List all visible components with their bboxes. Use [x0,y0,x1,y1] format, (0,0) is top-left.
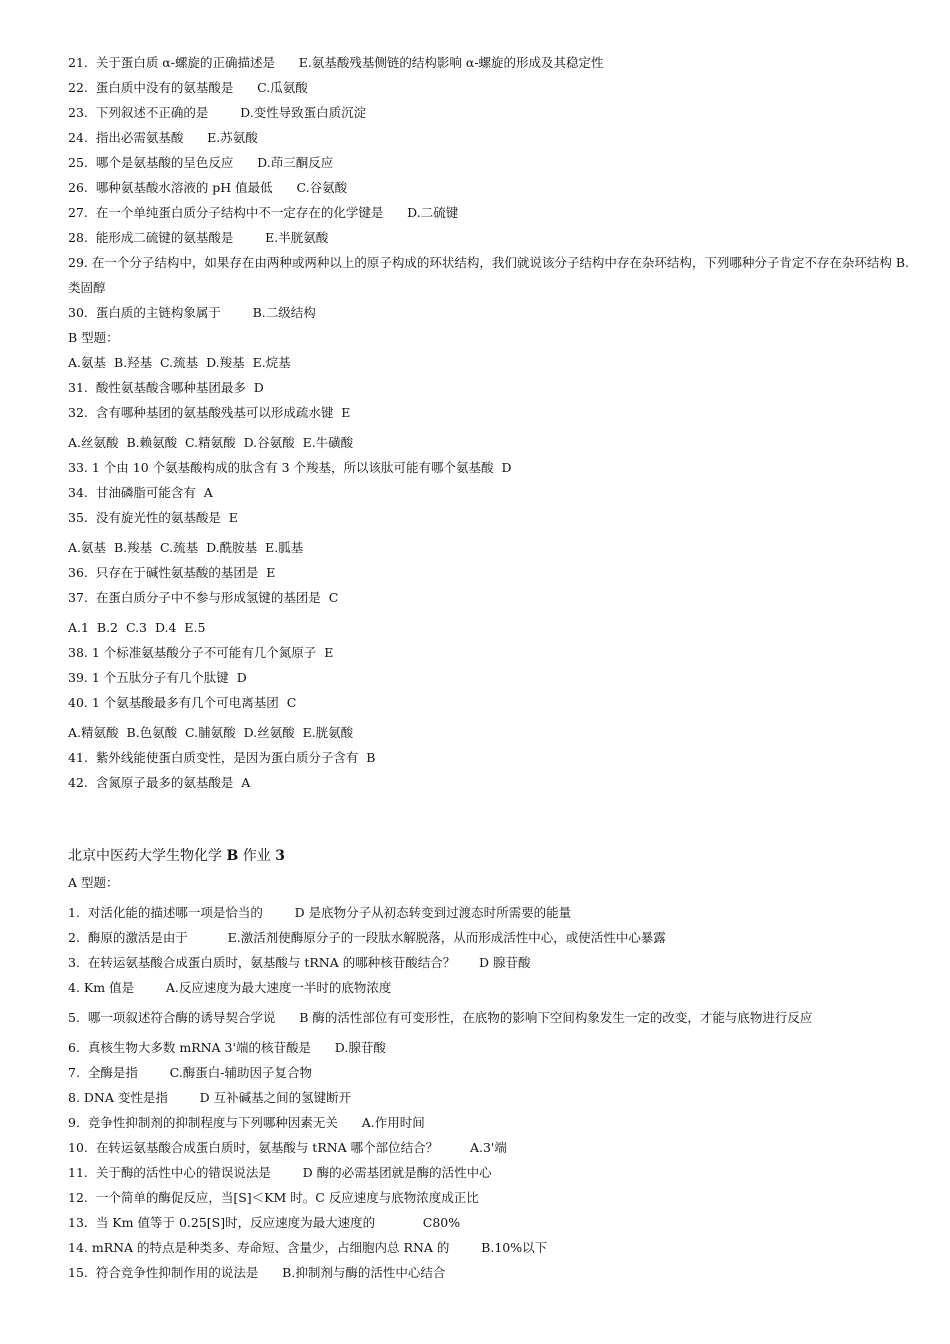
question-line: 30. 蛋白质的主链构象属于 B.二级结构 [68,305,316,320]
s1-lines-f [68,720,918,795]
question-line: 34. 甘油磷脂可能含有 A [68,485,213,500]
question-line: 35. 没有旋光性的氨基酸是 E [68,510,238,525]
question-line: 10. 在转运氨基酸合成蛋白质时，氨基酸与 tRNA 哪个部位结合？ A.3'端 [68,1140,507,1155]
question-line: 38. 1 个标准氨基酸分子不可能有几个氮原子 E [68,645,334,660]
title-num: 3 [275,848,285,864]
question-line: 4. Km 值是 A.反应速度为最大速度一半时的底物浓度 [68,980,392,995]
question-line: 41. 紫外线能使蛋白质变性，是因为蛋白质分子含有 B [68,750,376,765]
question-line: 39. 1 个五肽分子有几个肽键 D [68,670,247,685]
question-line: 32. 含有哪种基团的氨基酸残基可以形成疏水键 E [68,405,351,420]
option-line: A.氨基 B.羧基 C.巯基 D.酰胺基 E.胍基 [68,540,304,555]
option-line: A.氨基 B.羟基 C.巯基 D.羧基 E.烷基 [68,355,291,370]
title-mid: 作业 [238,848,276,864]
option-line: A.1 B.2 C.3 D.4 E.5 [68,620,206,635]
question-line: 25. 哪个是氨基酸的呈色反应 D.茚三酮反应 [68,155,334,170]
question-line: 15. 符合竞争性抑制作用的说法是 B.抑制剂与酶的活性中心结合 [68,1265,446,1280]
question-line: 23. 下列叙述不正确的是 D.变性导致蛋白质沉淀 [68,105,367,120]
question-line: 24. 指出必需氨基酸 E.苏氨酸 [68,130,258,145]
question-line: 11. 关于酶的活性中心的错误说法是 D 酶的必需基团就是酶的活性中心 [68,1165,492,1180]
s1-lines-b [68,300,918,425]
question-line: 6. 真核生物大多数 mRNA 3'端的核苷酸是 D.腺苷酸 [68,1040,386,1055]
question-line: 37. 在蛋白质分子中不参与形成氢键的基团是 C [68,590,339,605]
question-line: 9. 竞争性抑制剂的抑制程度与下列哪种因素无关 A.作用时间 [68,1115,425,1130]
question-line: 13. 当 Km 值等于 0.25[S]时，反应速度为最大速度的 C80% [68,1215,461,1230]
s1-lines-e [68,615,918,715]
s2-lines-c [68,1035,918,1285]
question-line: 3. 在转运氨基酸合成蛋白质时，氨基酸与 tRNA 的哪种核苷酸结合？ D 腺苷酸 [68,955,531,970]
question-line: 1. 对活化能的描述哪一项是恰当的 D 是底物分子从初态转变到过渡态时所需要的能量 [68,905,572,920]
option-line: A.精氨酸 B.色氨酸 C.脯氨酸 D.丝氨酸 E.胱氨酸 [68,725,354,740]
s1-lines-d [68,535,918,610]
question-line: 12. 一个简单的酶促反应，当[S]＜KM 时。C 反应速度与底物浓度成正比 [68,1190,479,1205]
type-label: A 型题： [68,875,119,890]
question-line: 8. DNA 变性是指 D 互补碱基之间的氢键断开 [68,1090,352,1105]
question-line: 2. 酶原的激活是由于 E.激活剂使酶原分子的一段肽水解脱落，从而形成活性中心，或使活性中心暴露 [68,930,666,945]
title-prefix: 北京中医药大学生物化学 [68,848,227,864]
type-label: B 型题： [68,330,119,345]
s1-lines-a [68,50,918,250]
option-line: A.丝氨酸 B.赖氨酸 C.精氨酸 D.谷氨酸 E.牛磺酸 [68,435,354,450]
question-line: 42. 含氮原子最多的氨基酸是 A [68,775,251,790]
title-bold: B [226,848,239,864]
question-line: 36. 只存在于碱性氨基酸的基团是 E [68,565,276,580]
question-line: 33. 1 个由 10 个氨基酸构成的肽含有 3 个羧基，所以该肽可能有哪个氨基酸 D [68,460,512,475]
question-line: 31. 酸性氨基酸含哪种基团最多 D [68,380,264,395]
s1-lines-c [68,430,918,530]
question-line-29: 29. 在一个分子结构中，如果存在由两种或两种以上的原子构成的环状结构，我们就说该分子结构中存在杂环结构，下列哪种分子肯定不存在杂环结构 B.类固醇 [68,255,909,295]
question-line: 21. 关于蛋白质 α-螺旋的正确描述是 E.氨基酸残基侧链的结构影响 α-螺旋的形成及其稳定性 [68,55,604,70]
s2-lines-a [68,900,918,1000]
s2-lines-b [68,1005,918,1030]
question-line: 22. 蛋白质中没有的氨基酸是 C.瓜氨酸 [68,80,308,95]
question-line: 27. 在一个单纯蛋白质分子结构中不一定存在的化学键是 D.二硫键 [68,205,459,220]
question-line: 26. 哪种氨基酸水溶液的 pH 值最低 C.谷氨酸 [68,180,348,195]
question-line: 5. 哪一项叙述符合酶的诱导契合学说 B 酶的活性部位有可变形性，在底物的影响下空间构象发生一定的改变，才能与底物进行反应 [68,1010,813,1025]
question-line: 28. 能形成二硫键的氨基酸是 E.半胱氨酸 [68,230,329,245]
question-line: 7. 全酶是指 C.酶蛋白-辅助因子复合物 [68,1065,312,1080]
section-title [68,842,918,870]
question-line: 14. mRNA 的特点是种类多、寿命短、含量少，占细胞内总 RNA 的 B.10%以下 [68,1240,548,1255]
document-page [68,50,918,1285]
question-line: 40. 1 个氨基酸最多有几个可电离基团 C [68,695,297,710]
